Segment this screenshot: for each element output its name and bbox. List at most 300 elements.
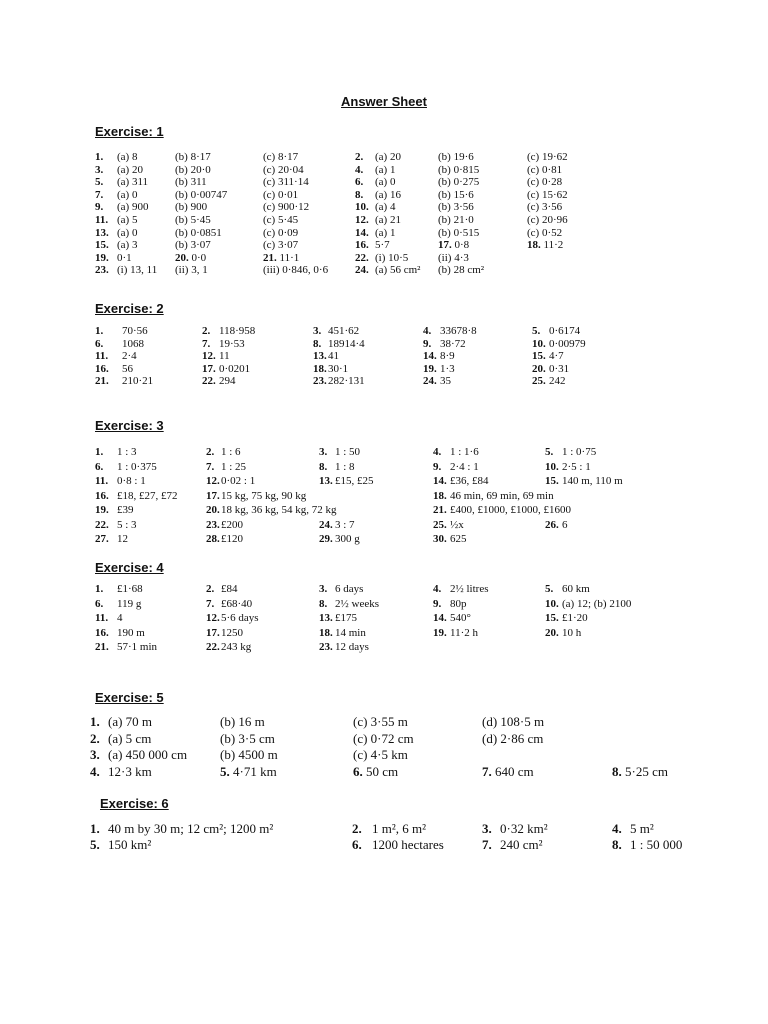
answer-value: 0·02 : 1 bbox=[221, 475, 256, 487]
answer-value: 243 kg bbox=[221, 641, 252, 653]
question-number: 7. bbox=[202, 337, 211, 350]
answer-value: 18914·4 bbox=[328, 337, 365, 350]
answer-row bbox=[95, 264, 615, 277]
answer-value: (b) 0·815 bbox=[438, 163, 480, 176]
answer-row bbox=[95, 338, 655, 351]
answer-value: (b) 4500 m bbox=[220, 747, 278, 762]
question-number: 22. bbox=[355, 251, 369, 264]
question-number: 16. bbox=[95, 362, 109, 375]
question-number: 28. bbox=[206, 533, 220, 545]
question-number: 8. bbox=[313, 337, 322, 350]
question-number: 17. bbox=[206, 489, 220, 502]
answer-value: (b) 15·6 bbox=[438, 188, 474, 201]
answer-value: 4 bbox=[117, 612, 123, 624]
answer-value: 1 : 6 bbox=[221, 446, 241, 458]
question-number: 5. bbox=[95, 176, 104, 189]
question-number: 4. bbox=[90, 763, 100, 779]
question-number: 3. bbox=[95, 163, 104, 176]
question-number: 2. bbox=[202, 325, 211, 337]
answer-value: 0·32 km² bbox=[500, 821, 548, 836]
answer-value: (c) 311·14 bbox=[263, 176, 309, 189]
question-number: 19. bbox=[95, 251, 109, 264]
answer-value: 46 min, 69 min, 69 min bbox=[450, 489, 554, 502]
question-number: 26. bbox=[545, 518, 559, 531]
question-number: 24. bbox=[319, 518, 333, 531]
question-number: 16. bbox=[95, 626, 109, 639]
question-number: 11. bbox=[95, 475, 109, 487]
exercise-5-heading: Exercise: 5 bbox=[95, 690, 164, 705]
answer-value: 282·131 bbox=[328, 375, 365, 388]
question-number: 7. bbox=[482, 837, 492, 852]
answer-value: 1 : 50 bbox=[335, 446, 361, 458]
answer-value: (a) 16 bbox=[375, 188, 401, 201]
answer-row bbox=[95, 350, 655, 363]
answer-value: (b) 0·0851 bbox=[175, 226, 222, 239]
answer-value: (a) 0 bbox=[117, 188, 138, 201]
answer-value: (c) 0·81 bbox=[527, 163, 563, 176]
answer-row bbox=[95, 445, 675, 460]
answer-value: ½x bbox=[450, 518, 464, 531]
answer-value: 2½ weeks bbox=[335, 597, 379, 610]
exercise-2-answers bbox=[95, 325, 655, 388]
answer-value: (a) 1 bbox=[375, 163, 396, 176]
question-number: 20. bbox=[532, 362, 546, 375]
answer-row bbox=[95, 460, 675, 475]
question-number: 18. bbox=[433, 489, 447, 502]
answer-value: 2·5 : 1 bbox=[562, 460, 591, 473]
answer-value: (a) 20 bbox=[117, 163, 143, 176]
question-number: 3. bbox=[482, 821, 492, 836]
question-number: 14. bbox=[433, 475, 447, 487]
answer-value: (b) 5·45 bbox=[175, 213, 211, 226]
answer-value: 57·1 min bbox=[117, 641, 158, 653]
answer-value: (iii) 0·846, 0·6 bbox=[263, 264, 329, 277]
question-number: 30. bbox=[433, 533, 447, 545]
answer-value: (c) 3·55 m bbox=[353, 714, 408, 729]
answer-value: (d) 2·86 cm bbox=[482, 730, 544, 746]
answer-value: (ii) 3, 1 bbox=[175, 264, 208, 277]
question-number: 4. bbox=[433, 446, 442, 458]
question-number: 23. bbox=[206, 518, 220, 531]
question-number: 29. bbox=[319, 533, 333, 545]
answer-row bbox=[95, 532, 675, 547]
answer-value: (c) 20·96 bbox=[527, 213, 568, 226]
answer-value: 60 km bbox=[562, 583, 590, 595]
question-number: 6. bbox=[95, 460, 104, 473]
answer-value: 1068 bbox=[122, 337, 144, 350]
answer-value: 12 days bbox=[335, 641, 369, 653]
question-number: 12. bbox=[206, 475, 220, 487]
answer-value: 300 g bbox=[335, 533, 360, 545]
answer-value: 1200 hectares bbox=[372, 837, 444, 852]
answer-value: 0·1 bbox=[117, 251, 132, 264]
answer-row bbox=[95, 597, 675, 612]
answer-value: 33678·8 bbox=[440, 325, 477, 337]
answer-value: £200 bbox=[221, 518, 243, 531]
question-number: 3. bbox=[319, 583, 328, 595]
question-number: 4. bbox=[433, 583, 442, 595]
answer-value: (b) 0·275 bbox=[438, 176, 480, 189]
question-number: 2. bbox=[206, 583, 215, 595]
answer-value: 5 : 3 bbox=[117, 518, 137, 531]
question-number: 25. bbox=[532, 375, 546, 388]
answer-value: (i) 13, 11 bbox=[117, 264, 158, 277]
question-number: 10. bbox=[545, 460, 559, 473]
answer-value: 19·53 bbox=[219, 337, 245, 350]
answer-row bbox=[95, 626, 675, 641]
answer-value: 6 days bbox=[335, 583, 364, 595]
exercise-5-answers bbox=[90, 714, 690, 780]
question-number: 8. bbox=[612, 837, 622, 852]
answer-value: (d) 108·5 m bbox=[482, 714, 545, 729]
question-number: 2. bbox=[90, 730, 100, 746]
answer-value: (b) 8·17 bbox=[175, 151, 211, 163]
question-number: 11. bbox=[95, 213, 109, 226]
answer-value: 8. 5·25 cm bbox=[612, 763, 668, 779]
answer-value: 40 m by 30 m; 12 cm²; 1200 m² bbox=[108, 821, 274, 836]
answer-value: 240 cm² bbox=[500, 837, 543, 852]
answer-value: (c) 0·28 bbox=[527, 176, 563, 189]
answer-value: 1 : 1·6 bbox=[450, 446, 479, 458]
answer-value: 1 m², 6 m² bbox=[372, 821, 427, 836]
question-number: 13. bbox=[319, 612, 333, 624]
question-number: 7. bbox=[95, 188, 104, 201]
answer-row bbox=[95, 474, 675, 489]
question-number: 10. bbox=[355, 201, 369, 214]
answer-value: (a) 1 bbox=[375, 226, 396, 239]
question-number: 25. bbox=[433, 518, 447, 531]
answer-value: 56 bbox=[122, 362, 133, 375]
answer-value: (a) 5 bbox=[117, 213, 138, 226]
answer-value: 8·9 bbox=[440, 350, 455, 363]
answer-value: 2½ litres bbox=[450, 583, 489, 595]
answer-row bbox=[95, 176, 615, 189]
question-number: 8. bbox=[355, 188, 364, 201]
question-number: 13. bbox=[95, 226, 109, 239]
answer-row bbox=[95, 227, 615, 240]
answer-value: (b) 0·515 bbox=[438, 226, 480, 239]
question-number: 19. bbox=[423, 362, 437, 375]
answer-row bbox=[90, 731, 690, 748]
question-number: 11. bbox=[95, 612, 109, 624]
answer-value: £175 bbox=[335, 612, 357, 624]
question-number: 14. bbox=[355, 226, 369, 239]
exercise-3-answers bbox=[95, 445, 675, 547]
answer-row bbox=[95, 518, 675, 533]
answer-value: (b) 16 m bbox=[220, 714, 265, 729]
answer-value: (a) 5 cm bbox=[108, 730, 152, 746]
answer-value: 119 g bbox=[117, 597, 142, 610]
question-number: 1. bbox=[95, 583, 104, 595]
answer-row bbox=[95, 375, 655, 388]
answer-value: 80p bbox=[450, 597, 467, 610]
answer-value: 540° bbox=[450, 612, 471, 624]
answer-value: (a) 12; (b) 2100 bbox=[562, 597, 632, 610]
answer-row bbox=[95, 325, 655, 338]
answer-value: 1·3 bbox=[440, 362, 455, 375]
question-number: 1. bbox=[95, 446, 104, 458]
answer-row bbox=[90, 714, 690, 731]
answer-value: (b) 311 bbox=[175, 176, 207, 189]
answer-value: £68·40 bbox=[221, 597, 253, 610]
answer-value: 1 : 50 000 bbox=[630, 837, 683, 852]
answer-value: (b) 900 bbox=[175, 201, 208, 214]
question-number: 18. bbox=[319, 626, 333, 639]
question-number: 19. bbox=[433, 626, 447, 639]
exercise-2-heading: Exercise: 2 bbox=[95, 301, 164, 316]
question-number: 6. bbox=[352, 837, 362, 852]
answer-value: (a) 311 bbox=[117, 176, 149, 189]
exercise-6-answers bbox=[90, 821, 690, 853]
question-number: 21. bbox=[95, 375, 109, 388]
question-number: 7. bbox=[206, 460, 215, 473]
answer-row bbox=[90, 747, 690, 764]
answer-value: 11 bbox=[219, 350, 230, 363]
question-number: 20. bbox=[206, 504, 220, 516]
question-number: 27. bbox=[95, 533, 109, 545]
question-number: 5. bbox=[545, 446, 554, 458]
answer-value: (c) 0·09 bbox=[263, 226, 299, 239]
answer-value: 5 m² bbox=[630, 821, 654, 836]
question-number: 5. bbox=[90, 837, 100, 852]
answer-value: 1 : 25 bbox=[221, 460, 247, 473]
answer-row bbox=[90, 764, 690, 781]
question-number: 23. bbox=[95, 264, 109, 277]
page-title: Answer Sheet bbox=[341, 94, 427, 109]
answer-value: 0·8 : 1 bbox=[117, 475, 146, 487]
question-number: 20. bbox=[545, 626, 559, 639]
answer-value: 6 bbox=[562, 518, 568, 531]
answer-value: 294 bbox=[219, 375, 236, 388]
answer-value: (c) 3·56 bbox=[527, 201, 563, 214]
question-number: 22. bbox=[95, 518, 109, 531]
question-number: 12. bbox=[206, 612, 220, 624]
question-number: 17. bbox=[206, 626, 220, 639]
answer-value: 41 bbox=[328, 350, 339, 363]
answer-value: 0·00979 bbox=[549, 337, 586, 350]
answer-value: £36, £84 bbox=[450, 475, 489, 487]
answer-value: (a) 56 cm² bbox=[375, 264, 421, 277]
answer-value: £1·20 bbox=[562, 612, 588, 624]
question-number: 16. bbox=[95, 489, 109, 502]
answer-row bbox=[95, 151, 615, 164]
question-number: 22. bbox=[206, 641, 220, 653]
exercise-1-answers bbox=[95, 151, 615, 277]
answer-value: 38·72 bbox=[440, 337, 466, 350]
question-number: 23. bbox=[313, 375, 327, 388]
question-number: 6. bbox=[355, 176, 364, 189]
question-number: 9. bbox=[433, 597, 442, 610]
answer-value: 17. 0·8 bbox=[438, 239, 470, 252]
answer-value: 242 bbox=[549, 375, 566, 388]
answer-value: (a) 8 bbox=[117, 151, 138, 163]
answer-value: (a) 20 bbox=[375, 151, 401, 163]
answer-value: (b) 21·0 bbox=[438, 213, 474, 226]
question-number: 21. bbox=[433, 504, 447, 516]
answer-value: (c) 19·62 bbox=[527, 151, 568, 163]
question-number: 1. bbox=[90, 821, 100, 836]
exercise-1-heading: Exercise: 1 bbox=[95, 124, 164, 139]
answer-value: 625 bbox=[450, 533, 467, 545]
question-number: 5. bbox=[532, 325, 541, 337]
question-number: 18. bbox=[313, 362, 327, 375]
answer-value: (c) 5·45 bbox=[263, 213, 299, 226]
answer-row bbox=[95, 214, 615, 227]
answer-value: 190 m bbox=[117, 626, 145, 639]
exercise-4-answers bbox=[95, 582, 675, 655]
question-number: 23. bbox=[319, 641, 333, 653]
answer-value: (a) 0 bbox=[375, 176, 396, 189]
question-number: 15. bbox=[545, 475, 559, 487]
answer-value: 12·3 km bbox=[108, 763, 152, 779]
question-number: 3. bbox=[313, 325, 322, 337]
answer-value: 451·62 bbox=[328, 325, 360, 337]
question-number: 24. bbox=[423, 375, 437, 388]
answer-value: (a) 4 bbox=[375, 201, 396, 214]
answer-value: (a) 70 m bbox=[108, 714, 153, 729]
question-number: 4. bbox=[423, 325, 432, 337]
question-number: 2. bbox=[352, 821, 362, 836]
answer-value: (c) 0·52 bbox=[527, 226, 563, 239]
answer-value: 11·2 h bbox=[450, 626, 479, 639]
answer-value: (a) 900 bbox=[117, 201, 149, 214]
answer-value: £18, £27, £72 bbox=[117, 489, 178, 502]
answer-value: 20. 0·0 bbox=[175, 251, 207, 264]
answer-value: (b) 20·0 bbox=[175, 163, 211, 176]
exercise-6-heading: Exercise: 6 bbox=[100, 796, 169, 811]
question-number: 4. bbox=[355, 163, 364, 176]
exercise-3-heading: Exercise: 3 bbox=[95, 418, 164, 433]
question-number: 5. bbox=[545, 583, 554, 595]
answer-value: 150 km² bbox=[108, 837, 152, 852]
question-number: 2. bbox=[206, 446, 215, 458]
answer-value: 1 : 0·75 bbox=[562, 446, 597, 458]
answer-value: 5. 4·71 km bbox=[220, 763, 277, 779]
answer-value: (c) 3·07 bbox=[263, 239, 299, 252]
answer-value: (c) 8·17 bbox=[263, 151, 299, 163]
answer-value: (b) 3·07 bbox=[175, 239, 211, 252]
answer-value: 0·0201 bbox=[219, 362, 251, 375]
answer-value: 140 m, 110 m bbox=[562, 475, 623, 487]
exercise-4-heading: Exercise: 4 bbox=[95, 560, 164, 575]
question-number: 3. bbox=[319, 446, 328, 458]
question-number: 8. bbox=[319, 597, 328, 610]
question-number: 1. bbox=[95, 151, 104, 163]
question-number: 9. bbox=[423, 337, 432, 350]
question-number: 12. bbox=[355, 213, 369, 226]
question-number: 13. bbox=[313, 350, 327, 363]
answer-row bbox=[95, 252, 615, 265]
answer-value: 0·31 bbox=[549, 362, 570, 375]
answer-value: (a) 3 bbox=[117, 239, 138, 252]
question-number: 3. bbox=[90, 747, 100, 762]
answer-value: £120 bbox=[221, 533, 243, 545]
answer-row bbox=[95, 363, 655, 376]
answer-value: (b) 3·5 cm bbox=[220, 730, 275, 746]
question-number: 14. bbox=[433, 612, 447, 624]
question-number: 12. bbox=[202, 350, 216, 363]
answer-value: (a) 21 bbox=[375, 213, 401, 226]
question-number: 7. bbox=[206, 597, 215, 610]
answer-value: 1 : 0·375 bbox=[117, 460, 157, 473]
answer-value: 0·6174 bbox=[549, 325, 581, 337]
answer-value: 1 : 8 bbox=[335, 460, 355, 473]
answer-value: £15, £25 bbox=[335, 475, 374, 487]
answer-value: 6. 50 cm bbox=[353, 763, 399, 779]
question-number: 17. bbox=[202, 362, 216, 375]
question-number: 24. bbox=[355, 264, 369, 277]
answer-value: (b) 3·56 bbox=[438, 201, 474, 214]
question-number: 1. bbox=[90, 714, 100, 729]
question-number: 13. bbox=[319, 475, 333, 487]
answer-row bbox=[95, 611, 675, 626]
question-number: 11. bbox=[95, 350, 109, 363]
answer-value: 3 : 7 bbox=[335, 518, 355, 531]
question-number: 6. bbox=[95, 337, 104, 350]
answer-value: 5·7 bbox=[375, 239, 390, 252]
answer-value: (a) 450 000 cm bbox=[108, 747, 188, 762]
question-number: 2. bbox=[355, 151, 364, 163]
question-number: 15. bbox=[532, 350, 546, 363]
answer-value: (c) 0·01 bbox=[263, 188, 299, 201]
answer-value: (b) 28 cm² bbox=[438, 264, 485, 277]
answer-value: (c) 900·12 bbox=[263, 201, 310, 214]
answer-value: 30·1 bbox=[328, 362, 349, 375]
answer-row bbox=[95, 189, 615, 202]
question-number: 19. bbox=[95, 504, 109, 516]
answer-value: (b) 0·00747 bbox=[175, 188, 228, 201]
answer-value: (i) 10·5 bbox=[375, 251, 409, 264]
answer-value: (ii) 4·3 bbox=[438, 251, 469, 264]
question-number: 22. bbox=[202, 375, 216, 388]
question-number: 15. bbox=[545, 612, 559, 624]
answer-value: £39 bbox=[117, 504, 134, 516]
answer-value: 12 bbox=[117, 533, 128, 545]
answer-value: 15 kg, 75 kg, 90 kg bbox=[221, 489, 307, 502]
answer-value: 1250 bbox=[221, 626, 243, 639]
answer-value: 5·6 days bbox=[221, 612, 259, 624]
answer-value: 118·958 bbox=[219, 325, 256, 337]
answer-value: 7. 640 cm bbox=[482, 763, 534, 779]
question-number: 10. bbox=[545, 597, 559, 610]
answer-value: £84 bbox=[221, 583, 238, 595]
question-number: 8. bbox=[319, 460, 328, 473]
answer-value: 70·56 bbox=[122, 325, 148, 337]
answer-value: 18 kg, 36 kg, 54 kg, 72 kg bbox=[221, 504, 337, 516]
answer-value: (c) 0·72 cm bbox=[353, 730, 414, 746]
answer-value: 2·4 : 1 bbox=[450, 460, 479, 473]
answer-row bbox=[95, 582, 675, 597]
question-number: 9. bbox=[95, 201, 104, 214]
question-number: 21. bbox=[95, 641, 109, 653]
answer-value: (a) 0 bbox=[117, 226, 138, 239]
answer-value: 210·21 bbox=[122, 375, 154, 388]
question-number: 6. bbox=[95, 597, 104, 610]
answer-row bbox=[95, 164, 615, 177]
answer-value: (b) 19·6 bbox=[438, 151, 474, 163]
answer-value: 21. 11·1 bbox=[263, 251, 300, 264]
question-number: 10. bbox=[532, 337, 546, 350]
answer-value: £1·68 bbox=[117, 583, 143, 595]
answer-row bbox=[95, 239, 615, 252]
answer-row bbox=[90, 821, 690, 837]
question-number: 16. bbox=[355, 239, 369, 252]
answer-value: (c) 15·62 bbox=[527, 188, 568, 201]
question-number: 1. bbox=[95, 325, 104, 337]
answer-value: 10 h bbox=[562, 626, 582, 639]
answer-row bbox=[95, 489, 675, 504]
answer-value: 35 bbox=[440, 375, 451, 388]
